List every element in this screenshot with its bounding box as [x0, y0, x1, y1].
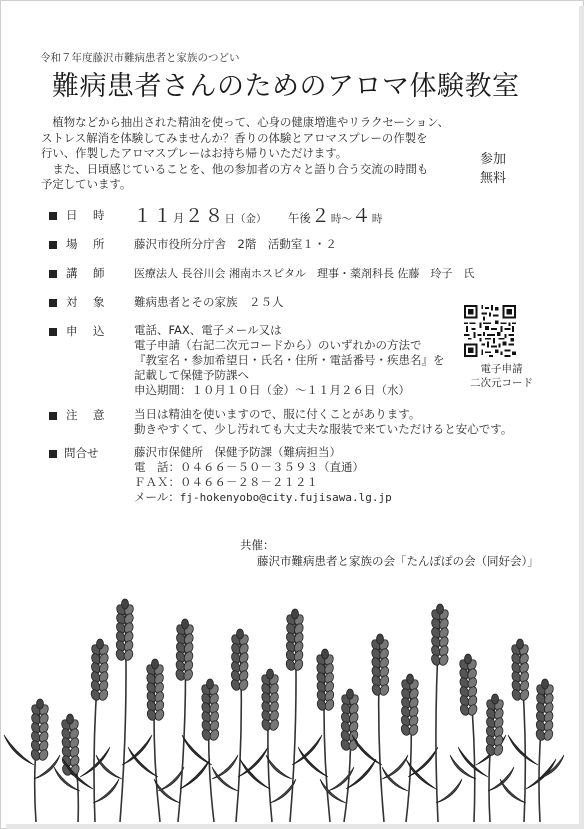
date-value	[133, 201, 382, 228]
free-admission-line2: 無料	[480, 171, 507, 186]
contact-fax: ＦＡＸ：０４６６－２８－２１２１	[134, 475, 318, 489]
qr-caption-line2: 二次元コード	[470, 377, 533, 389]
contact-email-prefix: メール：	[134, 490, 180, 504]
time-start: ２	[310, 205, 331, 227]
apply-line: 記載して保健予防課へ	[134, 368, 249, 382]
sponsor-name: 藤沢市難病患者と家族の会「たんぽぽの会（同好会）」	[257, 554, 539, 568]
note-line: 動きやすくて、少し汚れても大丈夫な服装で来ていただけると安心です。	[134, 422, 513, 436]
contact-email-link[interactable]: fj-hokenyobo@city.fujisawa.lg.jp	[179, 491, 392, 504]
bullet-square-icon	[49, 412, 57, 420]
contact-office: 藤沢市保健所 保健予防課（難病担当）	[134, 445, 341, 459]
date-month-unit: 月	[173, 211, 185, 225]
apply-label: 申 込	[66, 324, 107, 338]
intro-line: また、日頃感じていることを、他の参加者の方々と語り合う交流の時間も	[41, 161, 429, 176]
contact-phone: 電 話：０４６６－５０－３５９３（直通）	[134, 460, 364, 474]
time-start-unit: 時～	[330, 213, 352, 225]
free-admission-line1: 参加	[480, 152, 507, 167]
qr-code-icon[interactable]	[462, 303, 518, 359]
date-month: １１	[133, 205, 174, 227]
page-shadow-right	[579, 6, 584, 829]
lavender-illustration	[0, 590, 578, 822]
note-value	[134, 407, 512, 437]
date-weekday: （金）	[235, 213, 267, 225]
place-value: 藤沢市役所分庁舎 2階 活動室１・２	[134, 237, 337, 251]
apply-period: 申込期間：１０月１０日（金）～１１月２６日（水）	[134, 383, 410, 397]
apply-value	[134, 323, 445, 398]
intro-paragraph	[41, 115, 471, 193]
bullet-square-icon	[49, 328, 57, 336]
bullet-square-icon	[49, 241, 57, 249]
contact-value	[134, 445, 392, 505]
note-label: 注 意	[66, 408, 107, 422]
bullet-square-icon	[49, 450, 57, 458]
page-title: 難病患者さんのためのアロマ体験教室	[52, 71, 520, 102]
lecturer-value: 医療法人 長谷川会 湘南ホスピタル 理事・薬剤科長 佐藤 玲子 氏	[134, 267, 475, 280]
contact-label: 問合せ	[64, 446, 99, 460]
place-label: 場 所	[66, 237, 107, 251]
free-admission-badge	[480, 150, 506, 188]
date-day-unit: 日	[224, 213, 236, 225]
intro-line: 予定しています。	[41, 177, 132, 191]
bullet-square-icon	[49, 270, 57, 278]
date-day: ２８	[184, 205, 225, 227]
intro-line: 行い、作製したアロマスプレーはお持ち帰りいただけます。	[41, 146, 348, 160]
apply-line: 電話、FAX、電子メール又は	[134, 323, 282, 337]
bullet-square-icon	[49, 299, 57, 307]
target-value: 難病患者とその家族 ２５人	[134, 295, 284, 309]
note-line: 当日は精油を使いますので、服に付くことがあります。	[134, 407, 421, 421]
bullet-square-icon	[49, 212, 57, 220]
qr-caption	[470, 362, 533, 390]
apply-line: 電子申請（右記二次元コードから）のいずれかの方法で	[134, 338, 422, 352]
qr-caption-line1: 電子申請	[480, 363, 523, 375]
intro-line: 植物などから抽出された精油を使って、心身の健康増進やリラクセーション、	[41, 115, 450, 129]
page-shadow-bottom	[6, 824, 584, 829]
target-label: 対 象	[66, 295, 107, 309]
time-pm: 午後	[287, 211, 311, 225]
sponsor-label: 共催：	[240, 538, 275, 552]
lecturer-label: 講 師	[66, 266, 107, 280]
contact-email-row	[134, 490, 392, 505]
time-end: ４	[351, 205, 372, 227]
date-label: 日 時	[66, 208, 107, 222]
event-series-kicker: 令和７年度藤沢市難病患者と家族のつどい	[40, 52, 240, 64]
intro-line: ストレス解消を体験してみませんか？香りの体験とアロマスプレーの作製を	[41, 130, 428, 145]
apply-line: 『教室名・参加希望日・氏名・住所・電話番号・疾患名』を	[134, 353, 445, 367]
time-end-unit: 時	[371, 213, 383, 225]
